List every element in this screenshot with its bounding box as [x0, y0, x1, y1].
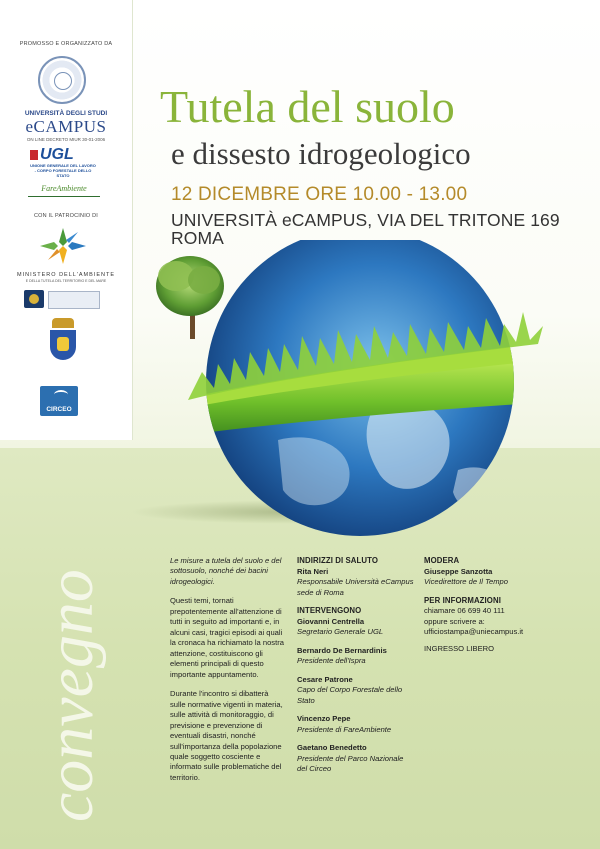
- email-address[interactable]: ufficiostampa@uniecampus.it: [424, 627, 524, 637]
- speaker-role: Presidente dell'Ispra: [297, 656, 366, 666]
- write-label: oppure scrivere a:: [424, 616, 485, 626]
- ministry-name: MINISTERO DELL'AMBIENTE: [16, 272, 115, 278]
- earth-globe-illustration: [118, 240, 578, 540]
- ugl-logo-text: UGL: [40, 146, 74, 163]
- speaker-name: Cesare Patrone: [297, 674, 353, 684]
- description-paragraph-1: Questi temi, tornati prepotentemente all'attenzione di tutti in seguito ad importanti e, in alcuni casi, tragici episodi ai quali la cronaca ha richiamato la nostra attenzione, costituiscono gli elementi principali di questo importante appuntamento.: [170, 596, 284, 679]
- event-subtitle: e dissesto idrogeologico: [171, 136, 471, 171]
- event-venue: UNIVERSITÀ eCAMPUS, VIA DEL TRITONE 169 ROMA: [171, 210, 560, 248]
- ugl-flag-icon: [30, 150, 38, 160]
- moderator-name: Giuseppe Sanzotta: [424, 566, 493, 576]
- moderator-heading: MODERA: [424, 556, 460, 565]
- circeo-park-logo: [40, 386, 78, 416]
- event-title: Tutela del suolo: [160, 81, 455, 132]
- ugl-logo: [30, 146, 96, 178]
- ministry-subtitle: E DELLA TUTELA DEL TERRITORIO E DEL MARE: [25, 279, 107, 283]
- speakers-column: [297, 556, 415, 775]
- speaker-role: Segretario Generale UGL: [297, 627, 384, 637]
- speakers-heading: INTERVENGONO: [297, 606, 362, 616]
- university-name: UNIVERSITÀ DEGLI STUDI: [24, 110, 108, 117]
- sponsor-sidebar: [0, 0, 133, 440]
- speaker-role: Presidente del Parco Nazionale del Circeo: [297, 753, 404, 774]
- info-column: [424, 556, 564, 654]
- speaker-role: Presidente di FareAmbiente: [297, 724, 392, 734]
- circeo-label: CIRCEO: [46, 406, 72, 413]
- event-date: 12 DICEMBRE ORE 10.00 - 13.00: [171, 184, 468, 205]
- intro-text: Le misure a tutela del suolo e del sottosuolo, nonché dei bacini idrogeologici.: [170, 556, 282, 586]
- moderator-role: Vicedirettore de Il Tempo: [424, 577, 509, 587]
- info-heading: PER INFORMAZIONI: [424, 595, 501, 605]
- description-column: [170, 556, 286, 783]
- university-seal-logo: [38, 56, 86, 104]
- greetings-name: Rita Neri: [297, 566, 329, 576]
- forestry-corps-logo: [24, 290, 104, 310]
- region-crown-icon: [52, 318, 74, 328]
- region-shield-logo: [50, 330, 76, 360]
- ministry-star-logo: [38, 226, 88, 266]
- convegno-watermark: convegno: [34, 569, 107, 822]
- free-entry-note: INGRESSO LIBERO: [424, 643, 495, 653]
- speaker-name: Vincenzo Pepe: [297, 714, 351, 724]
- promoted-by-label: PROMOSSO E ORGANIZZATO DA: [19, 41, 113, 47]
- greetings-heading: INDIRIZZI DI SALUTO: [297, 556, 379, 565]
- fareambiente-logo: FareAmbiente: [28, 184, 100, 197]
- description-paragraph-2: Durante l'incontro si dibatterà sulle normative vigenti in materia, sulle attività di monitoraggio, di previsione e prevenzione di eventuali disastri, nonché sull'importanza della popolazione quale soggetto cosciente e informato sulle problematiche del territorio.: [170, 689, 283, 782]
- greetings-role: Responsabile Università eCampus sede di Roma: [297, 577, 414, 597]
- speaker-name: Giovanni Centrella: [297, 616, 365, 626]
- speaker-role: Capo del Corpo Forestale dello Stato: [297, 685, 403, 705]
- speaker-name: Bernardo De Bernardinis: [297, 645, 387, 655]
- ecampus-logo-text: eCAMPUS: [25, 117, 107, 136]
- phone-number: chiamare 06 699 40 111: [424, 606, 505, 616]
- patronage-label: CON IL PATROCINIO DI: [33, 213, 99, 219]
- ugl-subtitle: UNIONE GENERALE DEL LAVORO - CORPO FORESTALE DELLO STATO: [30, 163, 96, 178]
- law-note: ON LINE DECRETO MIUR 30-01-2006: [26, 137, 106, 142]
- speaker-name: Gaetano Benedetto: [297, 743, 367, 753]
